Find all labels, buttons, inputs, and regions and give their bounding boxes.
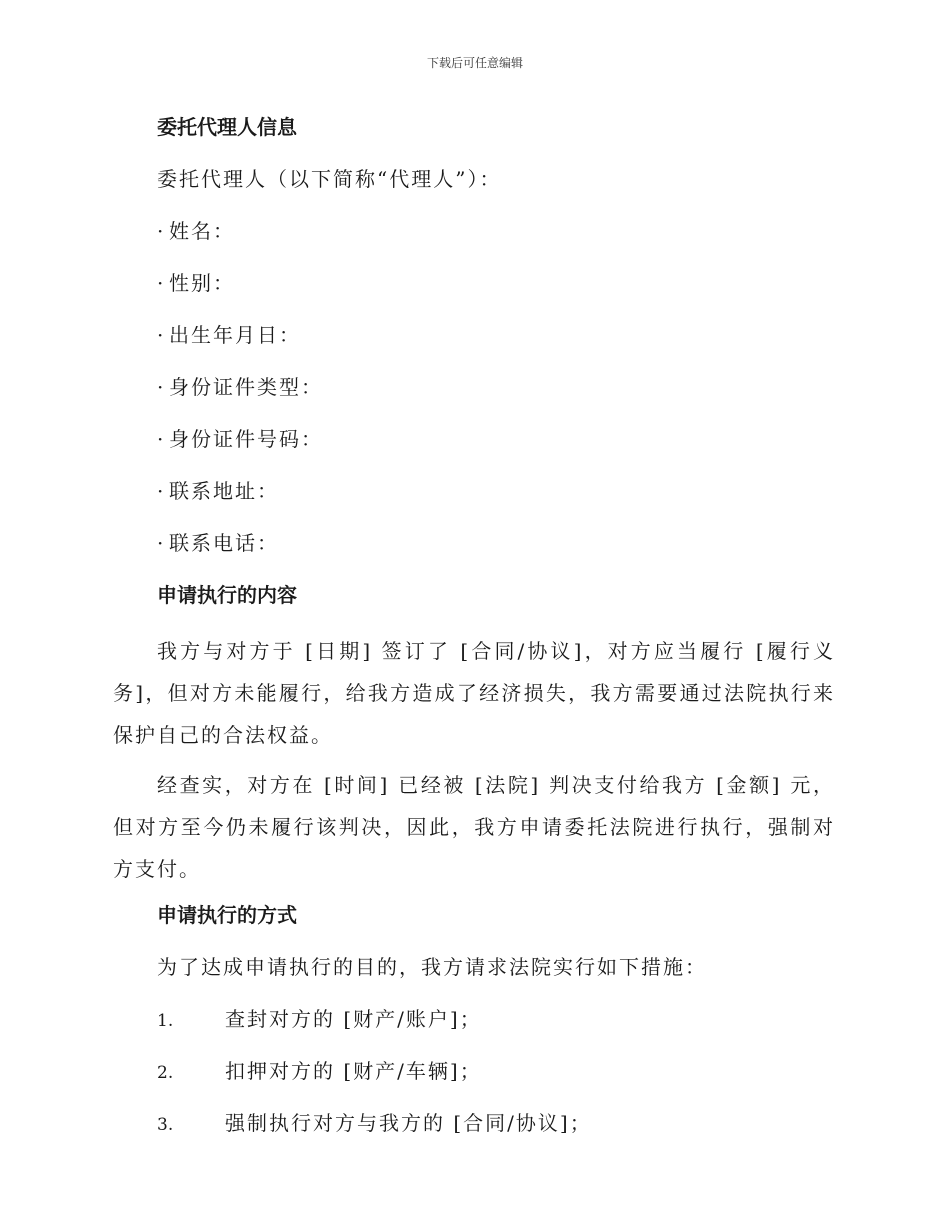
item-text: 扣押对方的 [财产/车辆]； <box>225 1059 482 1083</box>
item-number: 2. <box>157 1063 174 1083</box>
item-number: 1. <box>157 1011 174 1031</box>
field-address <box>157 474 835 526</box>
method-intro: 为了达成申请执行的目的，我方请求法院实行如下措施： <box>157 955 707 979</box>
bullet-icon: · <box>157 323 166 347</box>
field-label: 姓名： <box>169 219 235 243</box>
bullet-icon: · <box>157 479 166 503</box>
bullet-icon: · <box>157 427 166 451</box>
item-number: 3. <box>157 1115 174 1135</box>
bullet-icon: · <box>157 375 166 399</box>
method-item-2 <box>157 1054 835 1106</box>
item-text: 查封对方的 [财产/账户]； <box>225 1007 482 1031</box>
field-id-number <box>157 422 835 474</box>
field-birthdate <box>157 318 835 370</box>
content-section-heading: 申请执行的内容 <box>157 583 297 607</box>
document-body <box>113 110 835 1158</box>
field-phone <box>157 526 835 578</box>
bullet-icon: · <box>157 531 166 555</box>
item-text: 强制执行对方与我方的 [合同/协议]； <box>225 1111 592 1135</box>
content-paragraph-1: 我方与对方于 [日期] 签订了 [合同/协议]，对方应当履行 [履行义务]，但对方未能履行，给我方造成了经济损失，我方需要通过法院执行来保护自己的合法权益。 <box>113 639 835 747</box>
field-label: 出生年月日： <box>169 323 301 347</box>
field-id-type <box>157 370 835 422</box>
content-paragraph-2: 经查实，对方在 [时间] 已经被 [法院] 判决支付给我方 [金额] 元，但对方至今仍未履行该判决，因此，我方申请委托法院进行执行，强制对方支付。 <box>113 773 835 881</box>
field-label: 联系电话： <box>169 531 279 555</box>
field-label: 性别： <box>169 271 235 295</box>
field-gender <box>157 266 835 318</box>
method-item-3 <box>157 1106 835 1158</box>
page-header: 下载后可任意编辑 <box>426 56 523 70</box>
method-section-heading: 申请执行的方式 <box>157 903 297 927</box>
agent-intro: 委托代理人（以下简称“代理人”）： <box>157 167 502 191</box>
field-label: 身份证件号码： <box>169 427 323 451</box>
field-label: 联系地址： <box>169 479 279 503</box>
bullet-icon: · <box>157 219 166 243</box>
field-label: 身份证件类型： <box>169 375 323 399</box>
method-item-1 <box>157 1002 835 1054</box>
agent-section-heading: 委托代理人信息 <box>157 115 297 139</box>
field-name <box>157 214 835 266</box>
bullet-icon: · <box>157 271 166 295</box>
